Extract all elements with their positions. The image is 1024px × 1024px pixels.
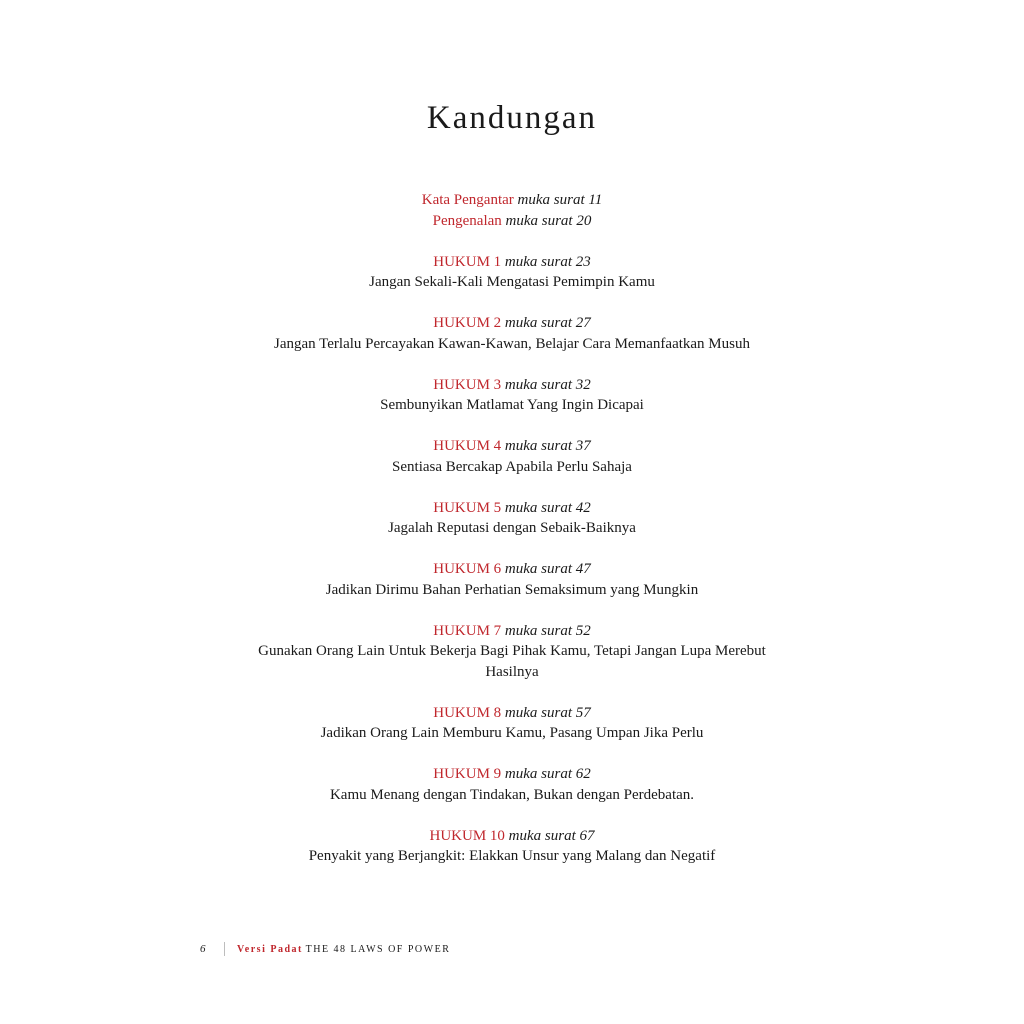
law-page: muka surat 57 bbox=[504, 704, 591, 721]
law-title: Jadikan Orang Lain Memburu Kamu, Pasang Umpan Jika Perlu bbox=[320, 725, 704, 741]
law-label: HUKUM 5 bbox=[433, 499, 502, 516]
law-title: Kamu Menang dengan Tindakan, Bukan dengan Perdebatan. bbox=[329, 786, 695, 803]
law-title: Jagalah Reputasi dengan Sebaik-Baiknya bbox=[388, 520, 636, 536]
toc-entry-law-5[interactable] bbox=[232, 498, 792, 539]
toc-entry-law-8[interactable] bbox=[232, 703, 792, 744]
law-label: HUKUM 2 bbox=[433, 315, 502, 331]
law-page: muka surat 37 bbox=[504, 438, 591, 454]
law-page: muka surat 27 bbox=[504, 315, 591, 331]
law-label: HUKUM 10 bbox=[429, 827, 505, 844]
toc-entry-law-2[interactable] bbox=[232, 313, 792, 354]
law-page: muka surat 67 bbox=[508, 827, 595, 844]
intro-entries bbox=[232, 190, 792, 231]
law-label: HUKUM 9 bbox=[433, 766, 502, 782]
law-title: Jangan Terlalu Percayakan Kawan-Kawan, Belajar Cara Memanfaatkan Musuh bbox=[274, 335, 750, 352]
page-title: Kandungan bbox=[426, 100, 598, 136]
toc-entry-label: Pengenalan bbox=[432, 212, 502, 229]
law-page: muka surat 47 bbox=[504, 561, 591, 577]
law-label: HUKUM 7 bbox=[433, 622, 502, 639]
toc-entry-page: muka surat 20 bbox=[505, 212, 592, 229]
toc-entry-law-9[interactable] bbox=[232, 764, 792, 805]
footer-divider bbox=[224, 942, 225, 956]
page-number: 6 bbox=[200, 943, 206, 955]
toc-entry-introduction[interactable] bbox=[232, 211, 792, 232]
law-label: HUKUM 1 bbox=[433, 253, 502, 270]
law-title: Jadikan Dirimu Bahan Perhatian Semaksimum yang Mungkin bbox=[325, 581, 699, 598]
law-label: HUKUM 4 bbox=[433, 438, 502, 454]
toc-entry-law-7[interactable] bbox=[232, 621, 792, 683]
toc-entry-law-3[interactable] bbox=[232, 375, 792, 416]
toc-entry-law-1[interactable] bbox=[232, 252, 792, 293]
toc-entry-law-6[interactable] bbox=[232, 559, 792, 600]
law-title: Gunakan Orang Lain Untuk Bekerja Bagi Pihak Kamu, Tetapi Jangan Lupa Merebut Hasilnya bbox=[258, 643, 766, 680]
footer-book-title: THE 48 LAWS OF POWER bbox=[305, 944, 451, 955]
law-title: Jangan Sekali-Kali Mengatasi Pemimpin Kamu bbox=[369, 274, 655, 290]
law-page: muka surat 32 bbox=[504, 376, 591, 393]
law-title: Sembunyikan Matlamat Yang Ingin Dicapai bbox=[380, 397, 644, 413]
toc-entry-law-4[interactable] bbox=[232, 436, 792, 477]
law-page: muka surat 23 bbox=[504, 253, 591, 270]
toc-entry-label: Kata Pengantar bbox=[421, 192, 514, 208]
law-label: HUKUM 8 bbox=[433, 704, 502, 721]
page-footer bbox=[200, 941, 450, 957]
footer-brand: Versi Padat bbox=[237, 944, 303, 955]
law-label: HUKUM 6 bbox=[433, 561, 502, 577]
law-label: HUKUM 3 bbox=[433, 376, 502, 393]
table-of-contents bbox=[232, 190, 792, 887]
law-page: muka surat 52 bbox=[504, 622, 591, 639]
toc-entry-preface[interactable] bbox=[232, 190, 792, 211]
law-page: muka surat 42 bbox=[504, 499, 591, 516]
law-page: muka surat 62 bbox=[504, 766, 591, 782]
toc-entry-page: muka surat 11 bbox=[517, 192, 603, 208]
law-title: Penyakit yang Berjangkit: Elakkan Unsur yang Malang dan Negatif bbox=[308, 848, 716, 864]
toc-entry-law-10[interactable] bbox=[232, 826, 792, 867]
law-title: Sentiasa Bercakap Apabila Perlu Sahaja bbox=[392, 458, 632, 475]
